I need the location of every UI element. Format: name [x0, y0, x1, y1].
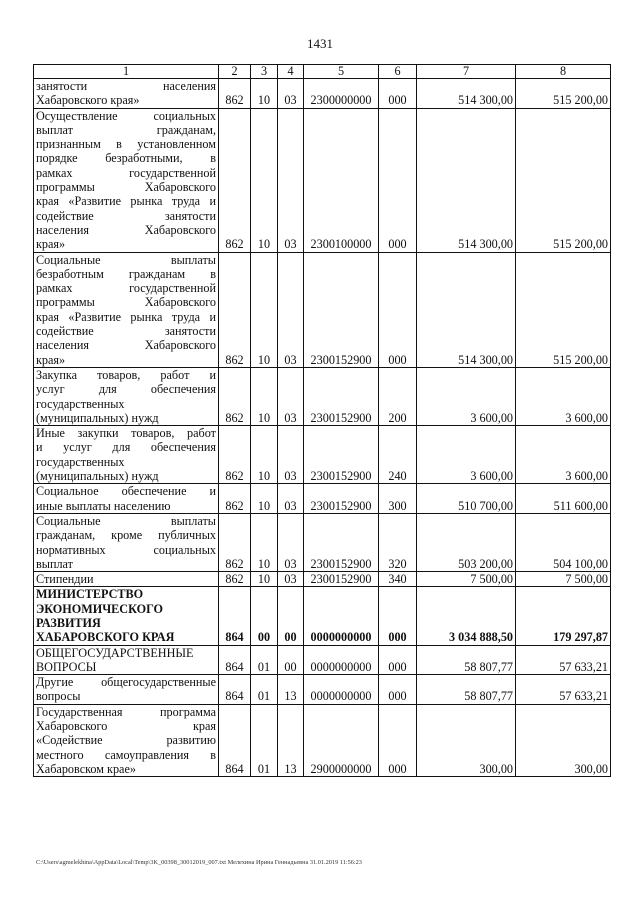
cell-section: 10 [251, 426, 278, 484]
item-name-line: МИНИСТЕРСТВО [36, 587, 144, 602]
header-col-5: 5 [304, 65, 379, 79]
item-name-line: порядке безработными, в [36, 151, 216, 166]
cell-item-name [34, 484, 219, 514]
cell-expense-type: 240 [379, 426, 417, 484]
table-row [34, 675, 611, 705]
cell-section: 10 [251, 252, 278, 367]
table-row [34, 484, 611, 514]
cell-item-name [34, 367, 219, 425]
cell-target-article: 0000000000 [304, 645, 379, 675]
cell-ministry-code: 864 [219, 675, 251, 705]
item-name-line: Стипендии [36, 572, 94, 587]
cell-subsection: 13 [278, 704, 304, 776]
header-col-8: 8 [516, 65, 611, 79]
item-name-line: выплат гражданам, [36, 122, 216, 137]
cell-amount-year-2: 57 633,21 [516, 645, 611, 675]
item-name-line: Иные закупки товаров, работ [36, 426, 216, 441]
cell-expense-type: 000 [379, 587, 417, 645]
cell-target-article: 2300152900 [304, 426, 379, 484]
cell-item-name [34, 108, 219, 252]
cell-expense-type: 000 [379, 108, 417, 252]
cell-ministry-code: 864 [219, 645, 251, 675]
table-row [34, 704, 611, 776]
item-name-line: Закупка товаров, работ и [36, 367, 216, 382]
cell-amount-year-1: 514 300,00 [417, 252, 516, 367]
cell-amount-year-2: 515 200,00 [516, 79, 611, 109]
item-name-line: Хабаровского края» [36, 93, 140, 108]
item-name-line: РАЗВИТИЯ [36, 615, 101, 630]
item-name-line: Хабаровского края [36, 719, 216, 734]
table-row [34, 645, 611, 675]
header-col-3: 3 [251, 65, 278, 79]
cell-item-name [34, 645, 219, 675]
cell-amount-year-2: 57 633,21 [516, 675, 611, 705]
item-name-line: иные выплаты населению [36, 498, 171, 513]
item-name-line: населения Хабаровского [36, 222, 216, 237]
table-row [34, 572, 611, 587]
item-name-line: Социальное обеспечение и [36, 484, 216, 499]
item-name-line: ОБЩЕГОСУДАРСТВЕННЫЕ [36, 645, 194, 660]
cell-ministry-code: 862 [219, 572, 251, 587]
cell-ministry-code: 862 [219, 367, 251, 425]
cell-section: 10 [251, 484, 278, 514]
cell-item-name [34, 426, 219, 484]
cell-subsection: 13 [278, 675, 304, 705]
cell-expense-type: 340 [379, 572, 417, 587]
header-col-6: 6 [379, 65, 417, 79]
cell-subsection: 03 [278, 572, 304, 587]
item-name-line: Социальные выплаты [36, 252, 216, 267]
cell-amount-year-1: 514 300,00 [417, 79, 516, 109]
item-name-line: государственных [36, 454, 125, 469]
item-name-line: безработным гражданам в [36, 266, 216, 281]
cell-ministry-code: 864 [219, 704, 251, 776]
cell-amount-year-2: 504 100,00 [516, 513, 611, 571]
item-name-line: нормативных социальных [36, 542, 216, 557]
cell-ministry-code: 862 [219, 79, 251, 109]
cell-subsection: 03 [278, 513, 304, 571]
cell-item-name [34, 704, 219, 776]
table-row [34, 79, 611, 109]
cell-expense-type: 000 [379, 704, 417, 776]
item-name-line: населения Хабаровского [36, 338, 216, 353]
cell-amount-year-1: 7 500,00 [417, 572, 516, 587]
cell-section: 10 [251, 108, 278, 252]
cell-amount-year-2: 3 600,00 [516, 367, 611, 425]
cell-section: 10 [251, 79, 278, 109]
cell-expense-type: 000 [379, 252, 417, 367]
cell-target-article: 0000000000 [304, 675, 379, 705]
item-name-line: услуг для обеспечения [36, 382, 216, 397]
item-name-line: Государственная программа [36, 704, 216, 719]
item-name-line: Другие общегосударственные [36, 675, 216, 690]
cell-subsection: 03 [278, 426, 304, 484]
cell-target-article: 2300152900 [304, 484, 379, 514]
cell-item-name [34, 572, 219, 587]
item-name-line: края» [36, 237, 66, 252]
item-name-line: гражданам, кроме публичных [36, 528, 216, 543]
item-name-line: программы Хабаровского [36, 180, 216, 195]
cell-subsection: 03 [278, 108, 304, 252]
item-name-line: государственных [36, 396, 125, 411]
page-number: 1431 [307, 36, 333, 51]
budget-table [33, 64, 611, 777]
cell-ministry-code: 862 [219, 426, 251, 484]
cell-section: 10 [251, 513, 278, 571]
cell-target-article: 2300152900 [304, 513, 379, 571]
cell-target-article: 2300152900 [304, 367, 379, 425]
cell-target-article: 2300152900 [304, 572, 379, 587]
cell-expense-type: 000 [379, 675, 417, 705]
cell-ministry-code: 862 [219, 513, 251, 571]
header-row [34, 65, 611, 79]
cell-amount-year-2: 300,00 [516, 704, 611, 776]
cell-section: 01 [251, 675, 278, 705]
cell-ministry-code: 864 [219, 587, 251, 645]
table-row [34, 587, 611, 645]
cell-expense-type: 000 [379, 645, 417, 675]
cell-amount-year-2: 3 600,00 [516, 426, 611, 484]
cell-amount-year-1: 58 807,77 [417, 645, 516, 675]
item-name-line: (муниципальных) нужд [36, 410, 159, 425]
cell-ministry-code: 862 [219, 252, 251, 367]
cell-subsection: 03 [278, 367, 304, 425]
header-col-2: 2 [219, 65, 251, 79]
item-name-line: ЭКОНОМИЧЕСКОГО [36, 601, 164, 616]
cell-item-name [34, 252, 219, 367]
cell-amount-year-1: 514 300,00 [417, 108, 516, 252]
cell-target-article: 2300000000 [304, 79, 379, 109]
item-name-line: содействие занятости [36, 208, 216, 223]
cell-subsection: 03 [278, 252, 304, 367]
cell-ministry-code: 862 [219, 484, 251, 514]
cell-target-article: 2300100000 [304, 108, 379, 252]
item-name-line: ВОПРОСЫ [36, 659, 97, 674]
item-name-line: занятости населения [36, 79, 216, 93]
item-name-line: ХАБАРОВСКОГО КРАЯ [36, 630, 175, 645]
item-name-line: и услуг для обеспечения [36, 440, 216, 455]
item-name-line: признанным в установленном [36, 137, 216, 152]
cell-amount-year-2: 7 500,00 [516, 572, 611, 587]
cell-amount-year-2: 515 200,00 [516, 252, 611, 367]
cell-ministry-code: 862 [219, 108, 251, 252]
table-row [34, 252, 611, 367]
cell-expense-type: 320 [379, 513, 417, 571]
cell-target-article: 0000000000 [304, 587, 379, 645]
header-col-1: 1 [34, 65, 219, 79]
table-row [34, 108, 611, 252]
cell-item-name [34, 675, 219, 705]
cell-subsection: 03 [278, 79, 304, 109]
cell-subsection: 03 [278, 484, 304, 514]
item-name-line: выплат [36, 556, 73, 571]
item-name-line: края «Развитие рынка труда и [36, 309, 216, 324]
item-name-line: Осуществление социальных [36, 108, 216, 123]
item-name-line: края» [36, 352, 66, 367]
item-name-line: программы Хабаровского [36, 295, 216, 310]
cell-amount-year-1: 300,00 [417, 704, 516, 776]
item-name-line: содействие занятости [36, 324, 216, 339]
item-name-line: (муниципальных) нужд [36, 469, 159, 484]
cell-target-article: 2900000000 [304, 704, 379, 776]
cell-expense-type: 000 [379, 79, 417, 109]
item-name-line: края «Развитие рынка труда и [36, 194, 216, 209]
cell-item-name [34, 513, 219, 571]
item-name-line: «Содействие развитию [36, 733, 216, 748]
cell-amount-year-2: 511 600,00 [516, 484, 611, 514]
cell-subsection: 00 [278, 645, 304, 675]
cell-section: 10 [251, 572, 278, 587]
header-col-4: 4 [278, 65, 304, 79]
item-name-line: местного самоуправления в [36, 747, 216, 762]
cell-expense-type: 300 [379, 484, 417, 514]
item-name-line: вопросы [36, 689, 81, 704]
item-name-line: рамках государственной [36, 165, 216, 180]
cell-amount-year-2: 179 297,87 [516, 587, 611, 645]
table-row [34, 367, 611, 425]
cell-amount-year-1: 510 700,00 [417, 484, 516, 514]
cell-item-name [34, 79, 219, 109]
item-name-line: Хабаровском крае» [36, 761, 136, 776]
item-name-line: Социальные выплаты [36, 513, 216, 528]
cell-amount-year-1: 3 600,00 [417, 426, 516, 484]
cell-expense-type: 200 [379, 367, 417, 425]
cell-section: 01 [251, 704, 278, 776]
cell-amount-year-1: 503 200,00 [417, 513, 516, 571]
cell-amount-year-1: 58 807,77 [417, 675, 516, 705]
cell-section: 00 [251, 587, 278, 645]
cell-section: 10 [251, 367, 278, 425]
cell-amount-year-1: 3 600,00 [417, 367, 516, 425]
header-col-7: 7 [417, 65, 516, 79]
cell-amount-year-1: 3 034 888,50 [417, 587, 516, 645]
table-body [34, 79, 611, 777]
cell-item-name [34, 587, 219, 645]
cell-subsection: 00 [278, 587, 304, 645]
table-row [34, 426, 611, 484]
table-row [34, 513, 611, 571]
cell-section: 01 [251, 645, 278, 675]
cell-target-article: 2300152900 [304, 252, 379, 367]
cell-amount-year-2: 515 200,00 [516, 108, 611, 252]
footer-file-path: C:\Users\agmelekhina\AppData\Local\Temp\3K_00398_30012019_007.txt Мелехина Ирина Геннадьевна 31.01.2019 11:56:23 [36, 859, 362, 866]
item-name-line: рамках государственной [36, 281, 216, 296]
